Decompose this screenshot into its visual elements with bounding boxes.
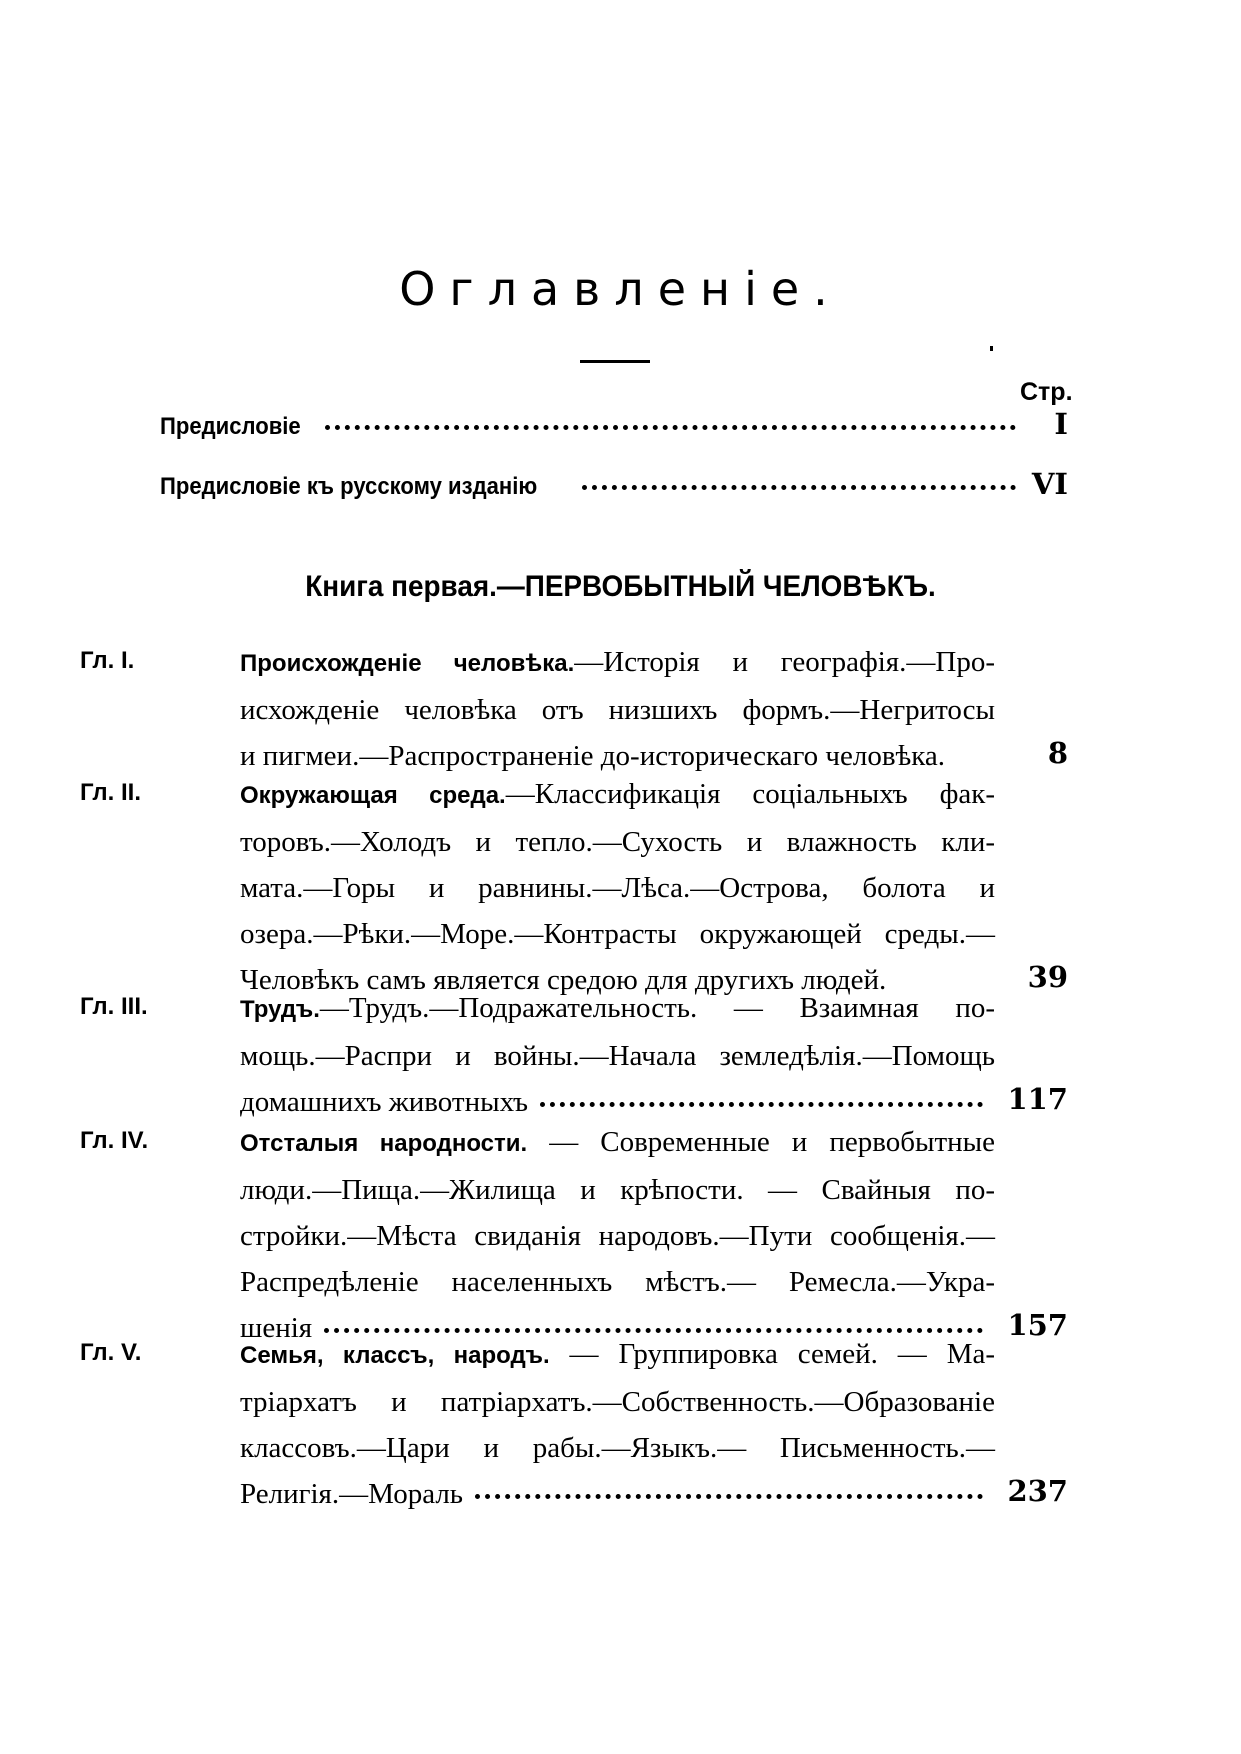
chapter-line: Религія.—Мораль (240, 1478, 464, 1510)
chapter-title: Семья, классъ, народъ. (240, 1342, 550, 1369)
chapter-number: Гл. III. (80, 993, 148, 1020)
entry-page: VI (1031, 467, 1068, 501)
dot-leader (325, 425, 1016, 430)
chapter-number: Гл. V. (80, 1339, 142, 1366)
chapter-line: мощь.—Распри и войны.—Начала земледѣлія.—Помощь (240, 1040, 995, 1072)
chapter-line: —Исторія и географія.—Про- (574, 646, 995, 678)
chapter-page: 8 (1047, 736, 1068, 770)
page-column-header: Стр. (1020, 378, 1073, 406)
chapter-title: Трудъ. (240, 996, 320, 1023)
toc-chapter-3[interactable] (80, 984, 1068, 1125)
chapter-line: стройки.—Мѣста свиданія народовъ.—Пути сообщенія.— (240, 1220, 995, 1252)
chapter-title: Отсталыя народности. (240, 1130, 528, 1157)
chapter-number: Гл. IV. (80, 1127, 149, 1154)
chapter-line: Распредѣленіе населенныхъ мѣстъ.— Ремесла.—Укра- (240, 1266, 995, 1298)
book-heading: Книга первая.—ПЕРВОБЫТНЫЙ ЧЕЛОВѢКЪ. (305, 570, 936, 603)
chapter-page: 39 (1027, 960, 1068, 994)
chapter-line: и пигмеи.—Распространеніе до-историческаго человѣка. (240, 740, 946, 772)
chapter-title: Окружающая среда. (240, 782, 506, 809)
chapter-title: Происхожденіе человѣка. (240, 650, 575, 677)
toc-chapter-5[interactable] (80, 1330, 1068, 1517)
dot-leader (540, 1102, 983, 1107)
entry-page: I (1054, 407, 1068, 441)
chapter-number: Гл. I. (80, 647, 135, 674)
print-speck (990, 346, 993, 351)
chapter-line: шенія (240, 1312, 313, 1344)
page-title: Оглавленіе. (399, 262, 842, 316)
chapter-line: исхожденіе человѣка отъ низшихъ формъ.—Негритосы (240, 694, 995, 726)
chapter-line: торовъ.—Холодъ и тепло.—Сухость и влажность кли- (240, 826, 995, 858)
title-rule (580, 360, 650, 363)
chapter-line: тріархатъ и патріархатъ.—Собственность.—Образованіе (240, 1386, 995, 1418)
chapter-line: домашнихъ животныхъ (240, 1086, 528, 1118)
chapter-line: озера.—Рѣки.—Море.—Контрасты окружающей среды.— (240, 918, 995, 950)
chapter-line: люди.—Пища.—Жилища и крѣпости. — Свайныя по- (240, 1174, 995, 1206)
chapter-line: —Классификація соціальныхъ фак- (505, 778, 995, 810)
dot-leader (475, 1494, 983, 1499)
chapter-page: 237 (1007, 1474, 1068, 1508)
chapter-line: — Группировка семей. — Ма- (549, 1338, 996, 1370)
dot-leader (582, 485, 1016, 490)
chapter-line: — Современные и первобытные (527, 1126, 995, 1158)
toc-chapter-1[interactable] (80, 638, 1068, 779)
toc-entry-preface[interactable] (160, 407, 1068, 441)
chapter-line: классовъ.—Цари и рабы.—Языкъ.— Письменность.— (240, 1432, 995, 1464)
chapter-line: Человѣкъ самъ является средою для другихъ людей. (240, 964, 887, 996)
chapter-line: —Трудъ.—Подражательность. — Взаимная по- (319, 992, 995, 1024)
toc-chapter-4[interactable] (80, 1118, 1068, 1351)
chapter-page: 157 (1007, 1308, 1068, 1342)
toc-chapter-2[interactable] (80, 770, 1068, 1003)
entry-label: Предисловіе (160, 413, 301, 440)
chapter-line: мата.—Горы и равнины.—Лѣса.—Острова, болота и (240, 872, 995, 904)
entry-label: Предисловіе къ русскому изданію (160, 473, 538, 500)
chapter-page: 117 (1007, 1082, 1068, 1116)
chapter-number: Гл. II. (80, 779, 141, 806)
toc-entry-russian-preface[interactable] (160, 467, 1068, 501)
